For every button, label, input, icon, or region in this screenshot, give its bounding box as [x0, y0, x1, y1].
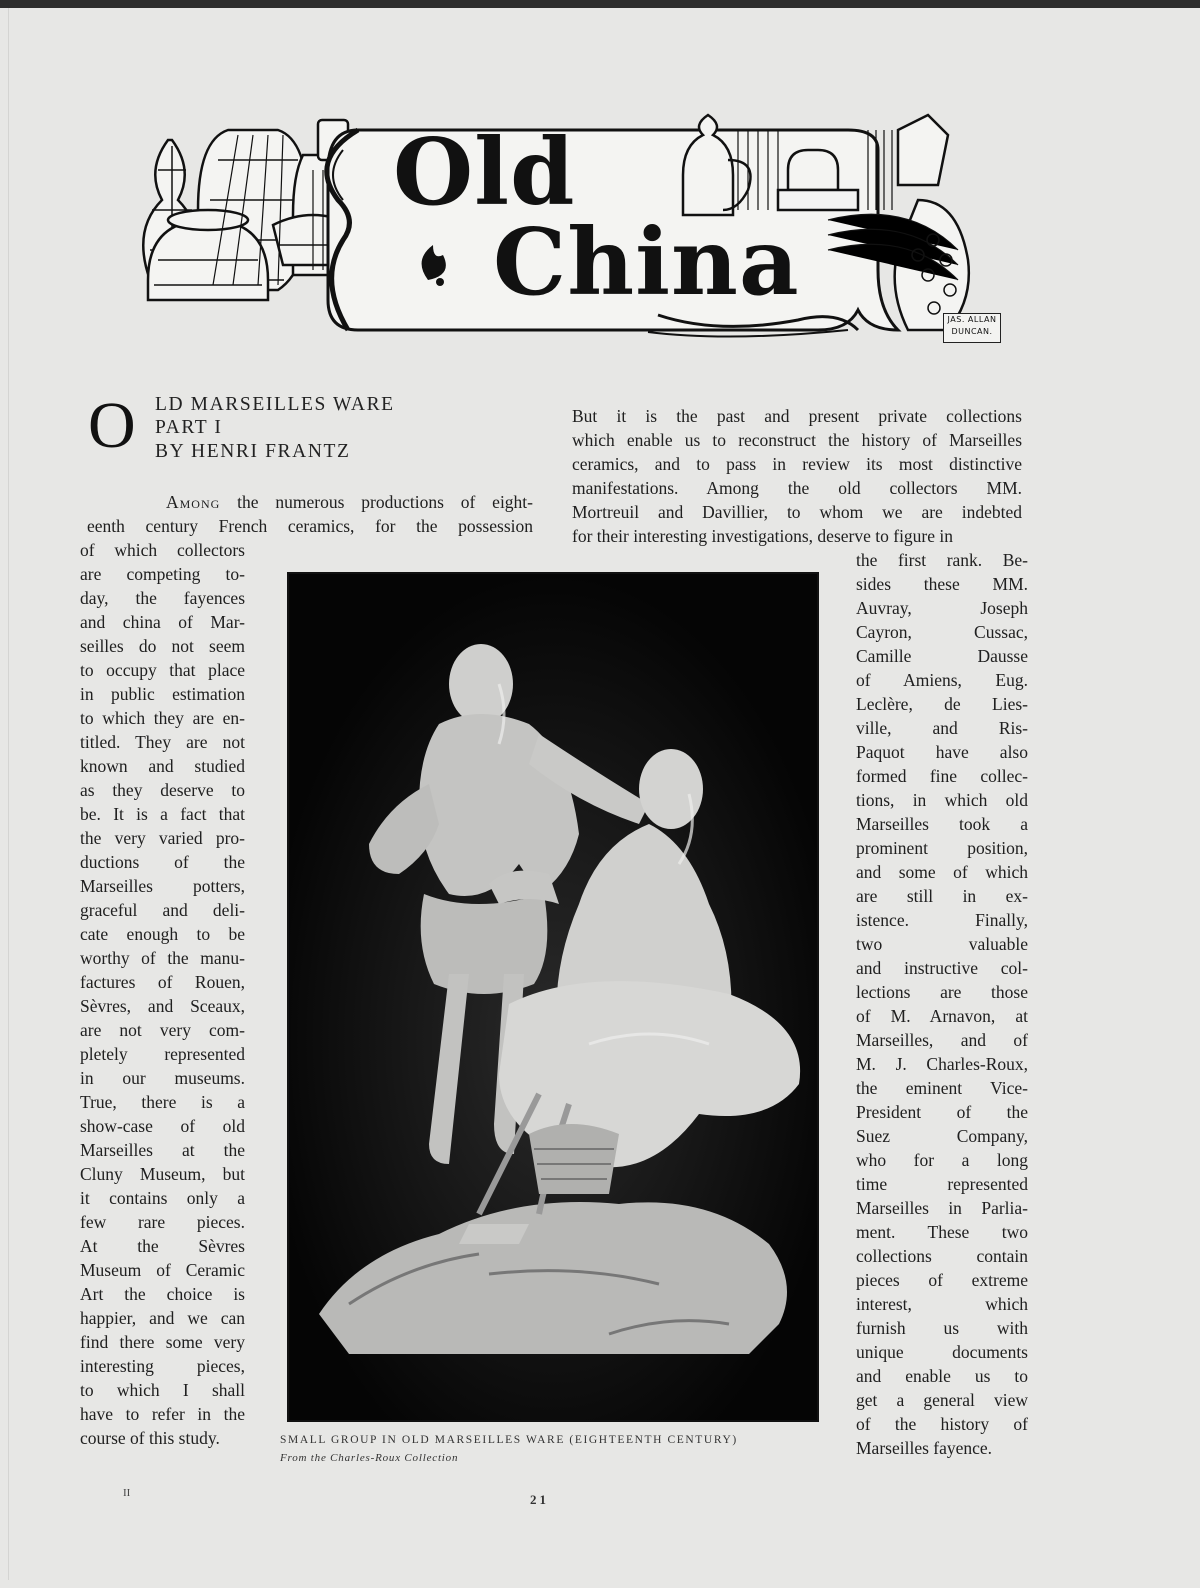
right-column-line: sides these MM.: [856, 574, 1028, 594]
banner-title-china: China: [493, 208, 800, 316]
left-column-line: to occupy that place: [80, 660, 245, 680]
page-top-edge: [0, 0, 1200, 8]
left-column-line: graceful and deli-: [80, 900, 245, 920]
dropcap-letter: O: [88, 389, 136, 462]
right-column-line: President of the: [856, 1102, 1028, 1122]
left-column-line: find there some very: [80, 1332, 245, 1352]
right-column-line: Cayron, Cussac,: [856, 622, 1028, 642]
left-column-line: happier, and we can: [80, 1308, 245, 1328]
left-column-line: At the Sèvres: [80, 1236, 245, 1256]
right-column-line: Auvray, Joseph: [856, 598, 1028, 618]
signature-mark: II: [123, 1487, 131, 1499]
left-column-line: in public estimation: [80, 684, 245, 704]
right-column-line: get a general view: [856, 1390, 1028, 1410]
right-top-line: manifestations. Among the old collectors MM.: [572, 478, 1022, 498]
left-column-line: of which collectors: [80, 540, 245, 560]
intro-line-1: [166, 490, 533, 514]
left-column-line: titled. They are not: [80, 732, 245, 752]
left-column-line: Marseilles potters,: [80, 876, 245, 896]
right-column-line: and some of which: [856, 862, 1028, 882]
right-column-line: time represented: [856, 1174, 1028, 1194]
left-column-line: to which they are en-: [80, 708, 245, 728]
right-column-line: interest, which: [856, 1294, 1028, 1314]
left-column-line: Marseilles at the: [80, 1140, 245, 1160]
article-title: LD MARSEILLES WARE: [155, 394, 395, 415]
right-top-line: ceramics, and to pass in review its most distinctive: [572, 454, 1022, 474]
left-column-line: pletely represented: [80, 1044, 245, 1064]
left-column-line: as they deserve to: [80, 780, 245, 800]
right-column-line: tions, in which old: [856, 790, 1028, 810]
left-column-line: have to refer in the: [80, 1404, 245, 1424]
intro-line-1-text: the numerous productions of eight-: [237, 492, 533, 512]
right-column-line: pieces of extreme: [856, 1270, 1028, 1290]
left-column-line: few rare pieces.: [80, 1212, 245, 1232]
right-top-line: But it is the past and present private collections: [572, 406, 1022, 426]
left-column-line: factures of Rouen,: [80, 972, 245, 992]
artist-signature-line1: JAS. ALLAN: [947, 315, 997, 324]
right-column-line: the first rank. Be-: [856, 550, 1028, 570]
right-column-line: and enable us to: [856, 1366, 1028, 1386]
right-column-line: of the history of: [856, 1414, 1028, 1434]
right-column-line: Marseilles took a: [856, 814, 1028, 834]
right-column-line: unique documents: [856, 1342, 1028, 1362]
left-column-line: seilles do not seem: [80, 636, 245, 656]
right-column-line: Leclère, de Lies-: [856, 694, 1028, 714]
right-column-line: furnish us with: [856, 1318, 1028, 1338]
right-column-line: Marseilles, and of: [856, 1030, 1028, 1050]
left-column-line: Cluny Museum, but: [80, 1164, 245, 1184]
left-column-line: the very varied pro-: [80, 828, 245, 848]
right-column-line: istence. Finally,: [856, 910, 1028, 930]
right-column-line: Marseilles fayence.: [856, 1438, 993, 1458]
left-column-line: it contains only a: [80, 1188, 245, 1208]
left-column-line: day, the fayences: [80, 588, 245, 608]
left-column-line: are not very com-: [80, 1020, 245, 1040]
left-column-line: Art the choice is: [80, 1284, 245, 1304]
right-column-line: collections contain: [856, 1246, 1028, 1266]
intro-smallcaps: Among: [166, 492, 221, 512]
left-column-line: in our museums.: [80, 1068, 245, 1088]
right-top-line: which enable us to reconstruct the history of Marseilles: [572, 430, 1022, 450]
left-column-line: be. It is a fact that: [80, 804, 245, 824]
left-column-line: interesting pieces,: [80, 1356, 245, 1376]
right-column-line: and instructive col-: [856, 958, 1028, 978]
old-china-banner: [128, 110, 1008, 350]
right-column-text: [856, 548, 1028, 1460]
figure-caption: SMALL GROUP IN OLD MARSEILLES WARE (EIGHTEENTH CENTURY): [280, 1434, 738, 1446]
right-column-line: Paquot have also: [856, 742, 1028, 762]
right-top-line: for their interesting investigations, deserve to figure in: [572, 526, 954, 546]
right-column-line: Suez Company,: [856, 1126, 1028, 1146]
figure-credit: From the Charles-Roux Collection: [280, 1452, 459, 1464]
right-top-paragraph: [572, 404, 1022, 548]
porcelain-group-photo: [287, 572, 819, 1422]
left-column-line: to which I shall: [80, 1380, 245, 1400]
right-column-line: prominent position,: [856, 838, 1028, 858]
right-column-line: M. J. Charles-Roux,: [856, 1054, 1028, 1074]
artist-signature: [943, 313, 1001, 343]
article-byline: BY HENRI FRANTZ: [155, 441, 351, 462]
right-column-line: formed fine collec-: [856, 766, 1028, 786]
right-column-line: who for a long: [856, 1150, 1028, 1170]
left-column-line: cate enough to be: [80, 924, 245, 944]
right-column-line: ment. These two: [856, 1222, 1028, 1242]
right-column-line: ville, and Ris-: [856, 718, 1028, 738]
left-column-line: course of this study.: [80, 1428, 220, 1448]
left-column-line: are competing to-: [80, 564, 245, 584]
left-column-line: show-case of old: [80, 1116, 245, 1136]
artist-signature-line2: DUNCAN.: [951, 327, 993, 336]
right-column-line: Marseilles in Parlia-: [856, 1198, 1028, 1218]
right-column-line: of Amiens, Eug.: [856, 670, 1028, 690]
right-column-line: of M. Arnavon, at: [856, 1006, 1028, 1026]
intro-line-2: eenth century French ceramics, for the possession: [87, 516, 533, 536]
left-column-line: Museum of Ceramic: [80, 1260, 245, 1280]
right-column-line: lections are those: [856, 982, 1028, 1002]
porcelain-figurine-image: [289, 574, 817, 1420]
left-column-line: ductions of the: [80, 852, 245, 872]
right-column-line: are still in ex-: [856, 886, 1028, 906]
left-column-text: [80, 538, 245, 1450]
right-top-line: Mortreuil and Davillier, to whom we are indebted: [572, 502, 1022, 522]
right-column-line: two valuable: [856, 934, 1028, 954]
right-column-line: the eminent Vice-: [856, 1078, 1028, 1098]
banner-title-old: Old: [393, 118, 576, 226]
article-part: PART I: [155, 417, 223, 438]
left-column-line: worthy of the manu-: [80, 948, 245, 968]
left-column-line: Sèvres, and Sceaux,: [80, 996, 245, 1016]
left-column-line: known and studied: [80, 756, 245, 776]
left-column-line: and china of Mar-: [80, 612, 245, 632]
left-column-line: True, there is a: [80, 1092, 245, 1112]
page-number: 21: [530, 1492, 549, 1507]
right-column-line: Camille Dausse: [856, 646, 1028, 666]
